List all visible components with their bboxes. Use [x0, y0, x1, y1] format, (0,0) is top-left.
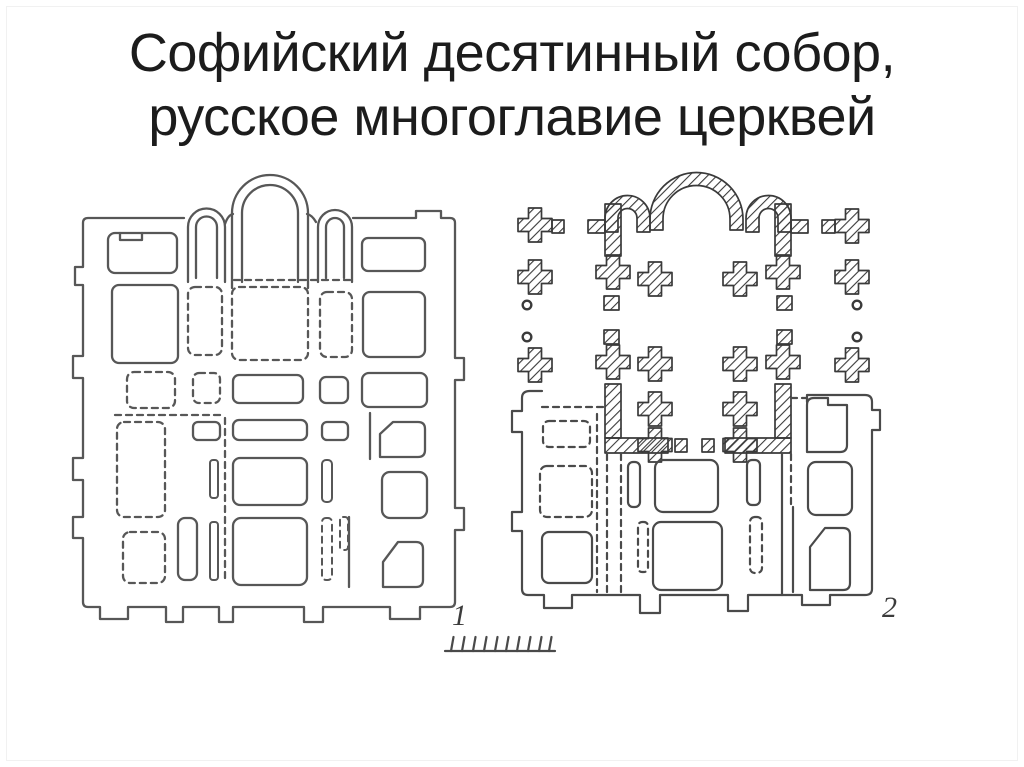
plan2-cross-pier [518, 260, 552, 294]
plan1-room [112, 285, 178, 363]
plan1-room [380, 422, 425, 457]
plan1-room [178, 518, 197, 580]
plan2-cross-pier [835, 260, 869, 294]
plan1-room [193, 373, 220, 403]
plan2-cross-pier [518, 348, 552, 382]
plan2-room [807, 398, 847, 452]
plan1-room [233, 420, 307, 440]
right-floor-plan-drawing [500, 162, 936, 664]
plan2-cross-pier [638, 347, 672, 381]
plan2-cross-pier [835, 348, 869, 382]
plan2-column-dots [523, 301, 862, 342]
plan1-pier [322, 518, 332, 580]
plan2-cross-pier [596, 255, 630, 289]
plan2-room [810, 528, 850, 590]
plan1-pier [340, 517, 348, 550]
plan2-masonry [518, 173, 869, 462]
plan2-cross-pier [723, 262, 757, 296]
left-floor-plan-drawing [56, 170, 476, 650]
plan1-room [233, 458, 307, 505]
plan2-pier [628, 462, 640, 507]
plan1-left-apse [188, 209, 225, 283]
plan2-pier [750, 517, 762, 573]
plan2-pier [638, 522, 648, 572]
plan1-pier [210, 522, 218, 580]
plan1-right-apse [318, 210, 352, 282]
plan2-cross-pier [723, 347, 757, 381]
plan2-room [543, 421, 590, 447]
plan1-room [233, 518, 307, 585]
plan1-room [363, 292, 425, 357]
plan2-cross-pier [835, 209, 869, 243]
plan2-pier [747, 460, 760, 505]
plan2-cross-pier [723, 428, 757, 462]
plan2-room [542, 532, 592, 583]
plan2-outer-wall [512, 391, 880, 613]
plan2-cross-pier [766, 255, 800, 289]
plan2-room [653, 522, 722, 590]
plan1-room [383, 542, 423, 587]
plan1-room [123, 532, 165, 583]
plan1-room [232, 287, 308, 360]
plan2-room [655, 460, 718, 512]
plan1-pier [322, 460, 332, 502]
plan2-room [540, 466, 592, 517]
plan2-cross-pier [518, 208, 552, 242]
plan1-room [188, 287, 222, 355]
plan1-room [117, 422, 165, 517]
plan1-room [362, 373, 427, 407]
plan1-central-apse [232, 175, 308, 288]
plan2-room [808, 462, 852, 515]
plan2-cross-pier [723, 392, 757, 426]
plan1-room [320, 292, 352, 357]
plan1-room [193, 422, 220, 440]
plan2-central-apse [650, 173, 743, 230]
plan2-cross-pier [766, 345, 800, 379]
plan1-room [320, 377, 348, 403]
plan1-room [382, 472, 427, 518]
plan1-room [362, 238, 425, 271]
plan2-cross-pier [638, 428, 672, 462]
slide-title-line1: Софийский десятинный собор, [128, 23, 896, 83]
plan2-cross-pier [638, 392, 672, 426]
left-plan-label: 1 [452, 599, 467, 632]
plan2-cross-pier [596, 345, 630, 379]
right-plan-label: 2 [882, 591, 897, 624]
plan1-room [127, 372, 175, 408]
slide-title [0, 22, 1024, 149]
plan1-pier [210, 460, 218, 498]
slide-title-line2: русское многоглавие церквей [148, 86, 876, 147]
plan2-cross-pier [638, 262, 672, 296]
scale-bar [437, 628, 563, 662]
plan1-room [233, 375, 303, 403]
plan1-room [322, 422, 348, 440]
